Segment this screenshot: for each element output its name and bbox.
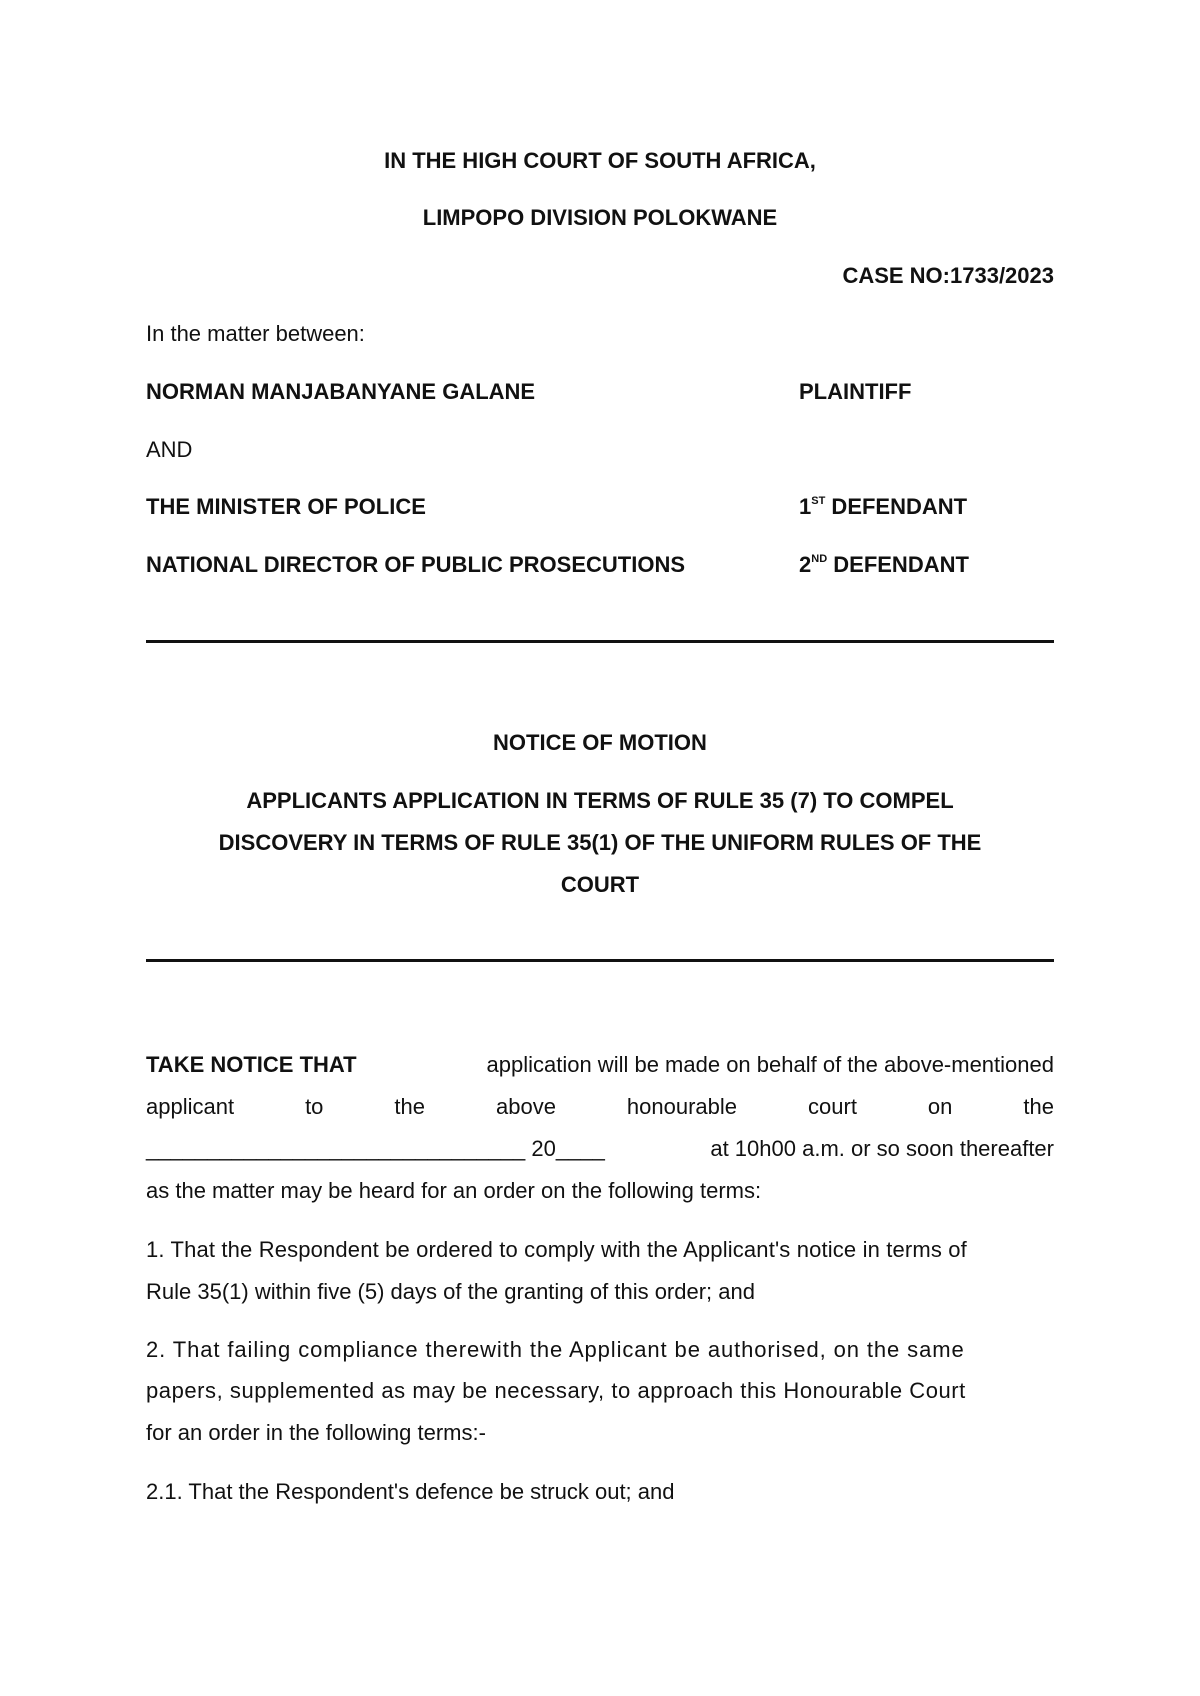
notice-line-1-text: application will be made on behalf of the above-mentioned xyxy=(486,1052,1054,1077)
word: above xyxy=(495,1094,556,1119)
second-defendant-label: DEFENDANT xyxy=(827,552,969,577)
word: the xyxy=(394,1094,425,1119)
notice-paragraph-line-4: as the matter may be heard for an order on the following terms: xyxy=(146,1178,762,1203)
top-divider xyxy=(146,640,1054,643)
take-notice-label: TAKE NOTICE THAT xyxy=(146,1052,357,1077)
bottom-divider xyxy=(146,959,1054,962)
second-defendant-ordinal: ND xyxy=(811,552,828,565)
court-division: LIMPOPO DIVISION POLOKWANE xyxy=(422,205,778,230)
order-item-1-line-1 xyxy=(146,1236,1054,1264)
order-item-2-1: 2.1. That the Respondent's defence be struck out; and xyxy=(146,1479,675,1504)
application-title-line-3: COURT xyxy=(560,872,640,897)
hearing-date-blank: _______________________________ 20____ xyxy=(146,1136,605,1161)
second-defendant-role xyxy=(799,551,969,579)
order-item-2-line-2: papers, supplemented as may be necessary, to approach this Honourable Court xyxy=(146,1378,966,1403)
application-title-line-1: APPLICANTS APPLICATION IN TERMS OF RULE 35 (7) TO COMPEL xyxy=(246,788,954,813)
and-separator: AND xyxy=(146,437,193,462)
word: to xyxy=(305,1094,324,1119)
word: applicant xyxy=(146,1094,235,1119)
plaintiff-role: PLAINTIFF xyxy=(799,379,912,404)
first-defendant-label: DEFENDANT xyxy=(825,494,968,519)
first-defendant-role xyxy=(799,493,967,521)
word: honourable xyxy=(626,1094,738,1119)
second-defendant-name: NATIONAL DIRECTOR OF PUBLIC PROSECUTIONS xyxy=(146,552,686,577)
word: court xyxy=(808,1094,857,1119)
first-defendant-name: THE MINISTER OF POLICE xyxy=(146,494,426,519)
notice-title: NOTICE OF MOTION xyxy=(493,730,707,755)
plaintiff-name: NORMAN MANJABANYANE GALANE xyxy=(146,379,536,404)
notice-paragraph-line-1 xyxy=(146,1051,1054,1079)
matter-between-label: In the matter between: xyxy=(146,321,365,346)
order-item-2-line-1: 2. That failing compliance therewith the Applicant be authorised, on the same xyxy=(146,1337,965,1362)
order-item-1-line-2: Rule 35(1) within five (5) days of the granting of this order; and xyxy=(146,1279,755,1304)
order-item-1-text: 1. That the Respondent be ordered to comply with the Applicant's notice in terms of xyxy=(146,1237,967,1262)
first-defendant-ordinal: ST xyxy=(811,494,826,507)
order-item-2-line-3: for an order in the following terms:- xyxy=(146,1420,486,1445)
hearing-time-text: at 10h00 a.m. or so soon thereafter xyxy=(710,1136,1054,1161)
word: the xyxy=(1023,1094,1054,1119)
notice-paragraph-line-3 xyxy=(146,1135,1054,1163)
case-number: CASE NO:1733/2023 xyxy=(842,263,1054,288)
court-name: IN THE HIGH COURT OF SOUTH AFRICA, xyxy=(384,148,816,173)
application-title-line-2: DISCOVERY IN TERMS OF RULE 35(1) OF THE UNIFORM RULES OF THE xyxy=(218,830,982,855)
notice-paragraph-line-2 xyxy=(146,1093,1054,1121)
second-defendant-number: 2 xyxy=(799,552,812,577)
word: on xyxy=(927,1094,953,1119)
first-defendant-number: 1 xyxy=(799,494,812,519)
